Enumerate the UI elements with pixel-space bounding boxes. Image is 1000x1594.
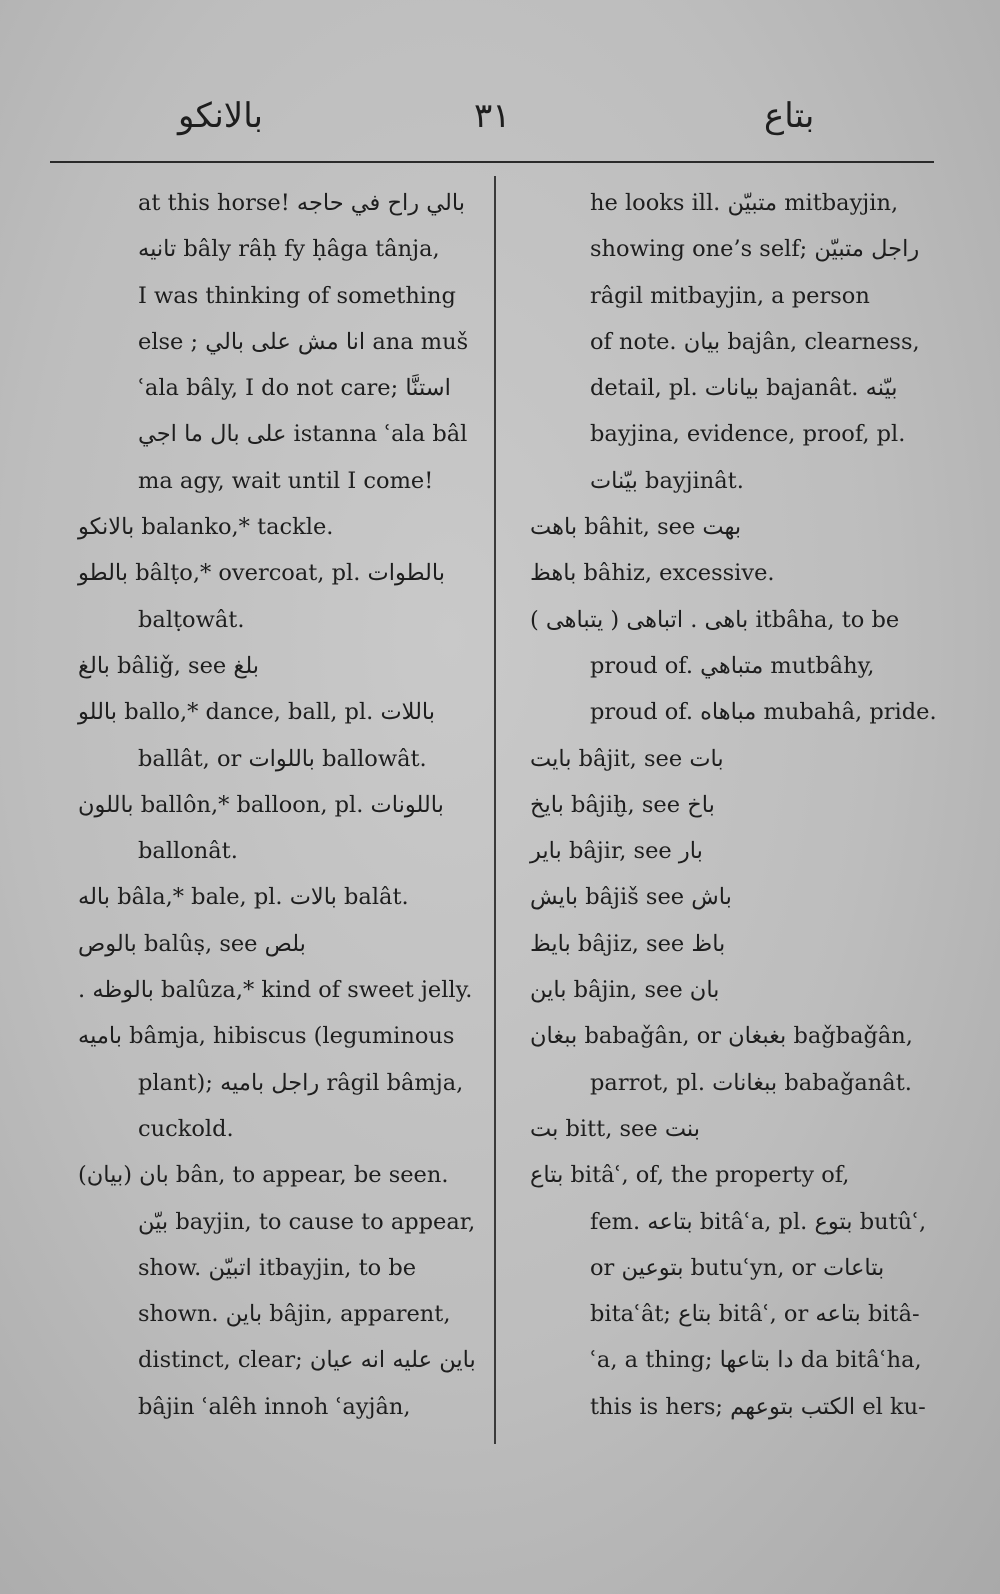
text-line: بايخ bâjiḫ, see باخ	[530, 791, 715, 818]
text-line: cuckold.	[138, 1115, 234, 1142]
page-number: ٣١	[474, 96, 511, 136]
text-line: تانيه bâly râḥ fy ḥâga tânja,	[138, 236, 440, 263]
text-line: proud of. مباهاه mubahâ, pride.	[590, 699, 937, 726]
text-line: parrot, pl. ببغانات babaǧanât.	[590, 1069, 912, 1096]
text-line: بان (بيان) bân, to appear, be seen.	[78, 1162, 449, 1189]
text-line: باين bâjin, see بان	[530, 977, 720, 1004]
text-line: showing one’s self; راجل متبيّن	[590, 236, 920, 263]
text-line: râgil mitbayjin, a person	[590, 282, 870, 309]
text-line: bitaʿât; بتاع bitâʿ, or بتاعه bitâ-	[590, 1301, 920, 1328]
text-line: show. اتبيّن itbayjin, to be	[138, 1254, 417, 1281]
header-right-word: بتاع	[764, 96, 815, 136]
text-line: ballât, or باللوات ballowât.	[138, 745, 427, 772]
text-line: of note. بيان bajân, clearness,	[590, 328, 920, 355]
text-line: باهى . اتباهى ( يتباهى ) itbâha, to be	[530, 606, 900, 633]
text-line: bâjin ʿalêh innoh ʿayjân,	[138, 1393, 411, 1420]
text-line: balṭowât.	[138, 606, 245, 633]
text-line: بالطو bâlṭo,* overcoat, pl. بالطوات	[78, 560, 446, 587]
text-line: plant); راجل باميه râgil bâmja,	[138, 1069, 464, 1096]
page-header	[0, 96, 1000, 156]
text-line: ballonât.	[138, 838, 238, 865]
text-line: proud of. متباهي mutbâhy,	[590, 652, 875, 679]
text-line: at this horse! بالي راح في حاجه	[138, 190, 465, 216]
text-line: ʿala bâly, I do not care; استنَّا	[138, 375, 451, 402]
text-line: distinct, clear; باين عليه انه عيان	[138, 1347, 476, 1374]
text-line: باله bâla,* bale, pl. بالات balât.	[78, 884, 409, 911]
column-divider	[494, 176, 496, 1444]
text-line: بالانكو balanko,* tackle.	[78, 514, 334, 541]
text-line: بيّنات bayjinât.	[590, 467, 744, 494]
text-line: بالوص balûṣ, see بلص	[78, 930, 306, 957]
text-line: باميه bâmja, hibiscus (leguminous	[78, 1023, 455, 1050]
text-line: بيّن bayjin, to cause to appear,	[138, 1208, 476, 1235]
text-line: I was thinking of something	[138, 282, 456, 309]
text-line: باللون ballôn,* balloon, pl. باللونات	[78, 791, 444, 818]
text-line: بت bitt, see بنت	[530, 1115, 700, 1142]
text-line: بايت bâjit, see بات	[530, 745, 724, 772]
left-column	[78, 180, 483, 1430]
text-line: على بال ما اجي istanna ʿala bâl	[138, 421, 468, 448]
text-line: this is hers; الكتب بتوعهم el ku-	[590, 1393, 926, 1420]
text-line: bayjina, evidence, proof, pl.	[590, 421, 906, 448]
text-line: باهظ bâhiz, excessive.	[530, 560, 775, 587]
text-line: بالغ bâliǧ, see بلغ	[78, 652, 260, 679]
text-line: shown. باين bâjin, apparent,	[138, 1301, 451, 1328]
text-line: ʿa, a thing; دا بتاعها da bitâʿha,	[590, 1347, 922, 1374]
text-line: fem. بتاعه bitâʿa, pl. بتوع butûʿ,	[590, 1208, 927, 1235]
text-line: ma agy, wait until I come!	[138, 467, 434, 494]
text-line: . بالوظه balûza,* kind of sweet jelly.	[78, 977, 473, 1004]
text-line: باير bâjir, see بار	[530, 838, 703, 865]
text-line: or بتوعين butuʿyn, or بتاعات	[590, 1254, 885, 1281]
text-line: he looks ill. متبيّن mitbayjin,	[590, 190, 899, 216]
text-line: بتاع bitâʿ, of, the property of,	[530, 1162, 850, 1189]
text-line: بايظ bâjiz, see باظ	[530, 930, 726, 957]
text-line: ببغان babaǧân, or بغبغان baǧbaǧân,	[530, 1023, 913, 1050]
text-line: باهت bâhit, see بهت	[530, 514, 742, 541]
text-line: بايش bâjiš see باش	[530, 884, 732, 911]
text-line: detail, pl. بيانات bajanât. بيّنه	[590, 375, 898, 402]
text-line: else ; انا مش على بالي ana muš	[138, 328, 469, 355]
header-rule	[50, 161, 934, 163]
header-left-word: بالانكو	[178, 96, 264, 136]
right-column	[530, 180, 937, 1430]
text-line: باللو ballo,* dance, ball, pl. باللات	[78, 699, 436, 726]
